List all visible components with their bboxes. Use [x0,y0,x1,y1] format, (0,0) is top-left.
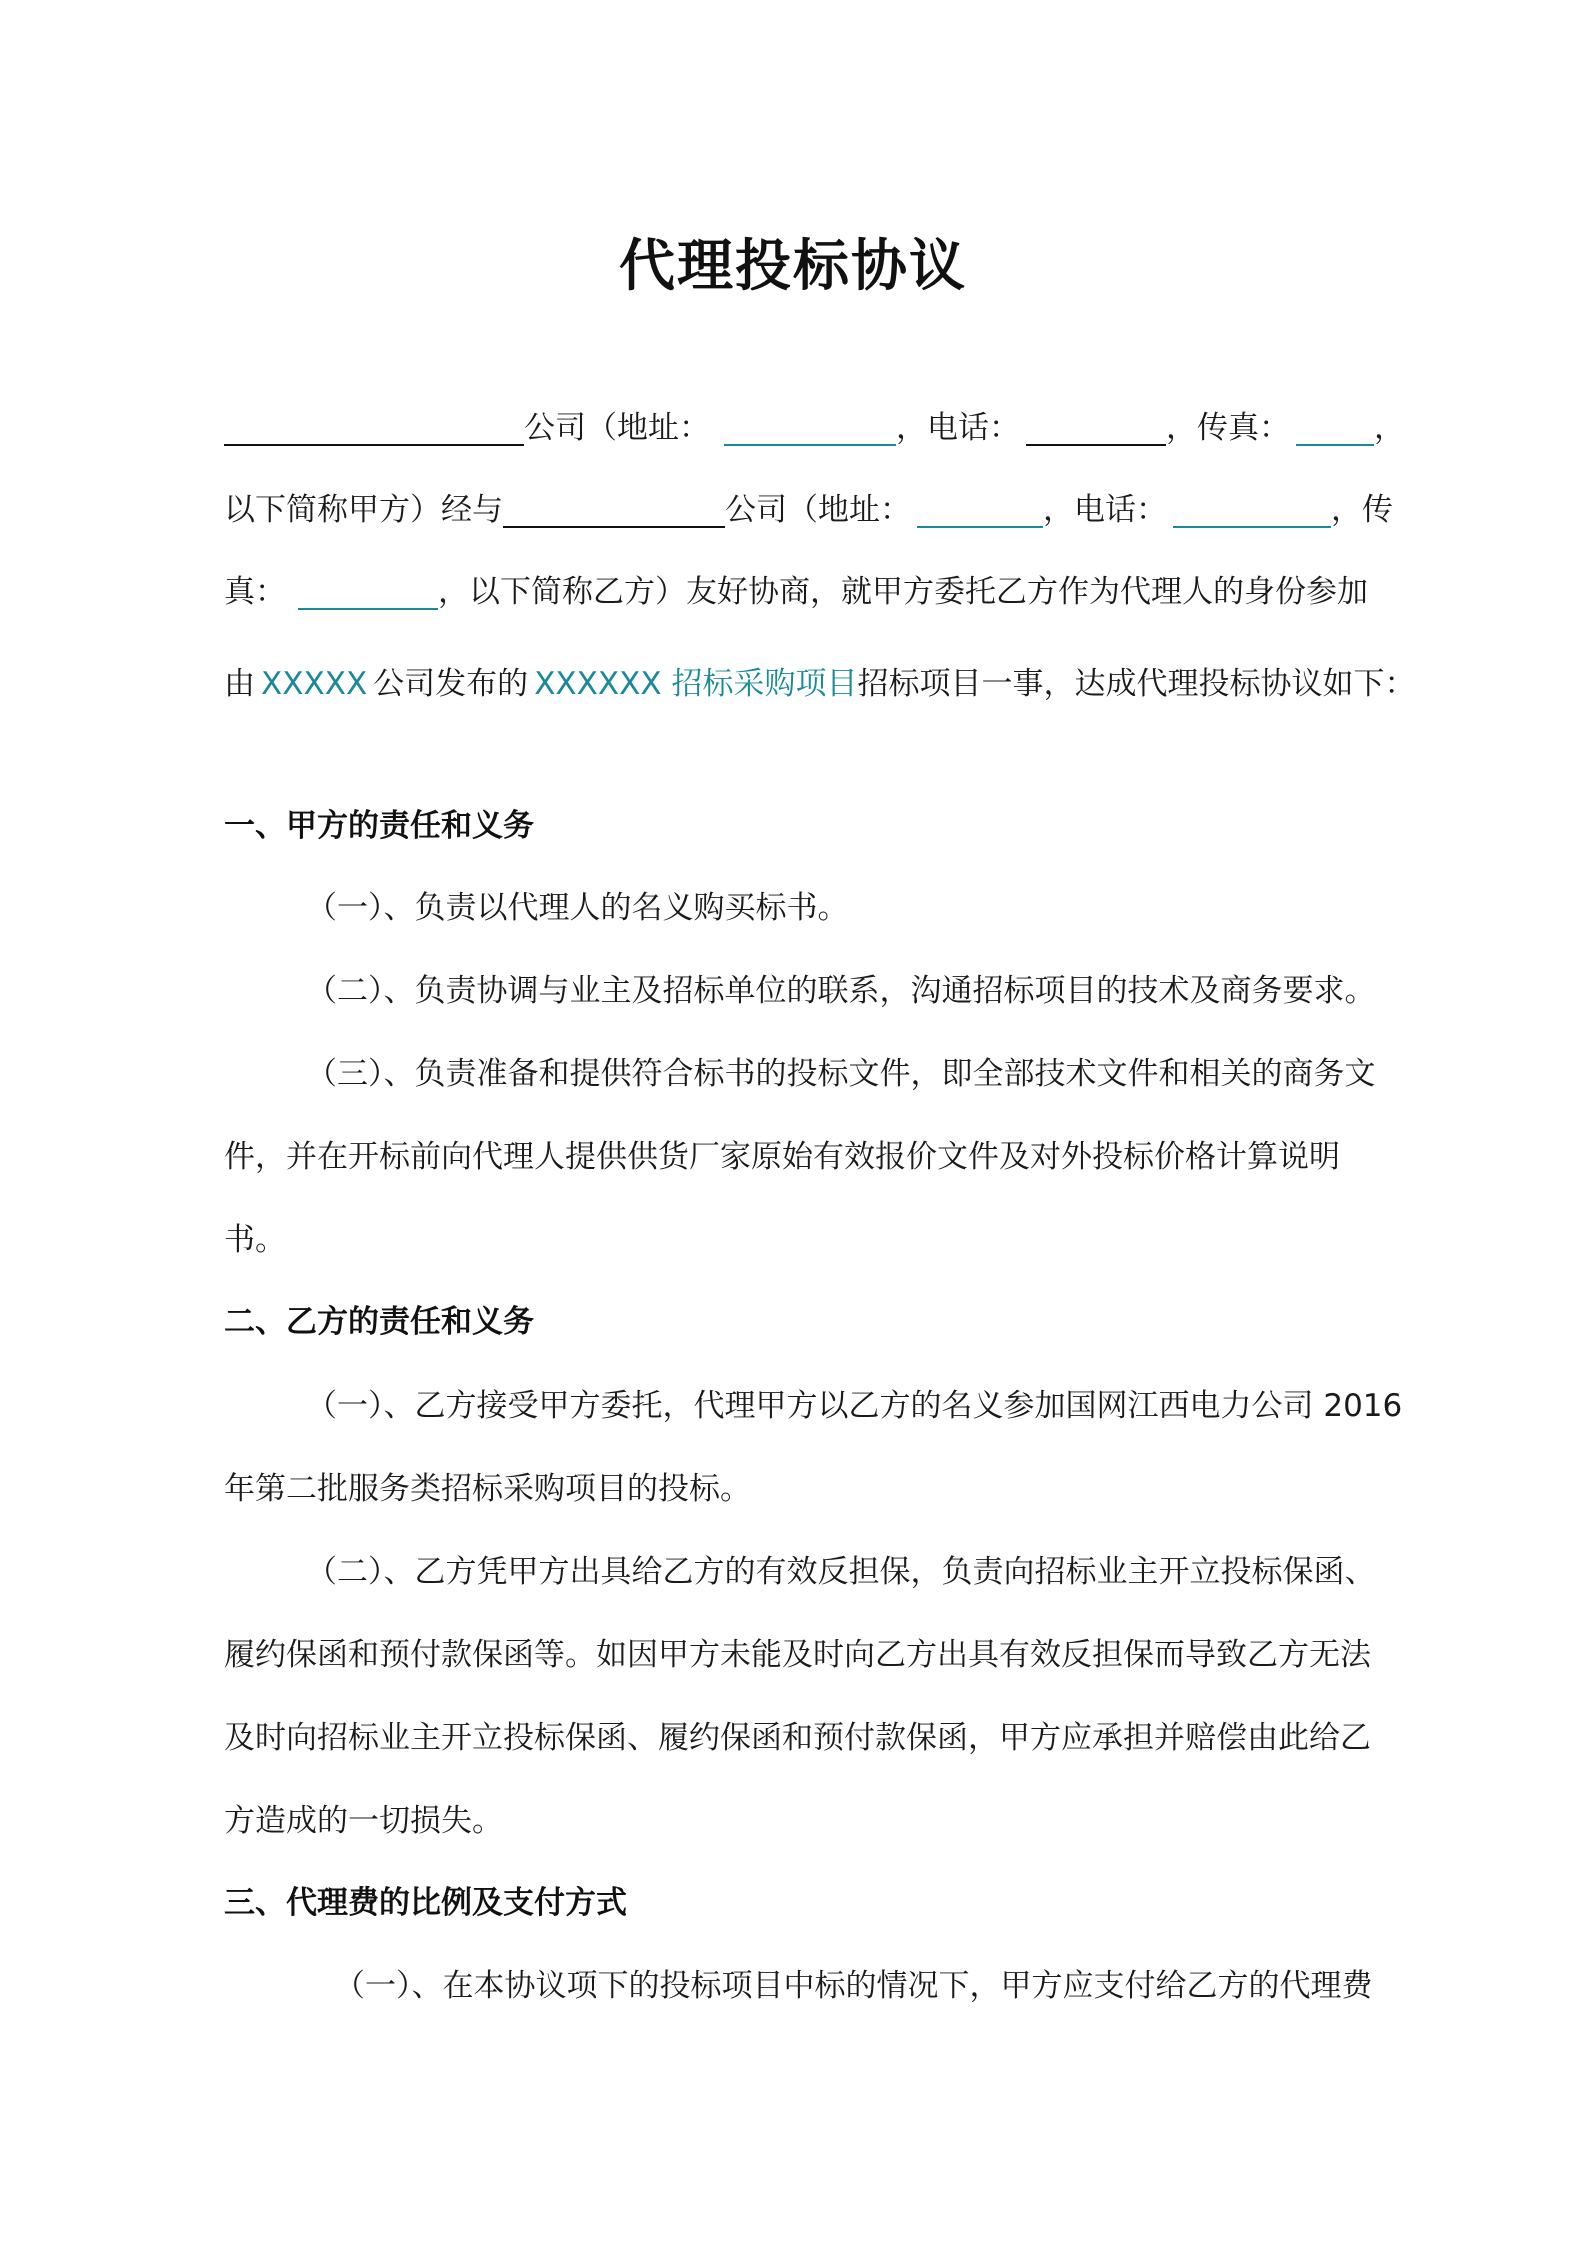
phone-a-blank[interactable] [1026,408,1166,446]
section-1-item-1: （一）、负责以代理人的名义购买标书。 [306,890,849,926]
fax-b-blank[interactable] [298,572,438,610]
intro-company-b-label: 公司（地址： [725,492,911,528]
section-1-heading: 一、甲方的责任和义务 [224,808,534,844]
intro-line4-prefix: 由 [224,666,255,702]
document-title: 代理投标协议 [619,234,967,299]
intro-phone-b-label: ，电话： [1043,492,1167,528]
company-a-blank[interactable] [224,408,524,446]
section-2-item-2-line-1: （二）、乙方凭甲方出具给乙方的有效反担保，负责向招标业主开立投标保函、 [306,1554,1376,1590]
section-3-item-1-line-1: （一）、在本协议项下的投标项目中标的情况下，甲方应支付给乙方的代理费 [334,1968,1373,2004]
address-a-blank[interactable] [724,408,896,446]
phone-b-blank[interactable] [1173,490,1331,528]
issuer-company-placeholder: XXXXX [261,666,368,702]
intro-line4-mid: 公司发布的 [373,666,529,702]
intro-line-2 [224,486,1410,534]
section-2-item-1-line-1: （一）、乙方接受甲方委托，代理甲方以乙方的名义参加国网江西电力公司 2016 [306,1388,1403,1424]
intro-fax-label: ，传真： [1166,410,1290,446]
section-2-heading: 二、乙方的责任和义务 [224,1304,534,1340]
intro-line-1 [224,404,1410,452]
intro-fax-b-label-cont: 真： [224,574,286,610]
section-1-item-2: （二）、负责协调与业主及招标单位的联系，沟通招标项目的技术及商务要求。 [306,973,1376,1009]
section-1-item-3-line-1: （三）、负责准备和提供符合标书的投标文件，即全部技术文件和相关的商务文 [306,1056,1376,1092]
intro-line3-text: ，以下简称乙方）友好协商，就甲方委托乙方作为代理人的身份参加 [438,574,1368,610]
intro-fax-b-label: ，传 [1331,492,1393,528]
company-b-blank[interactable] [503,490,725,528]
intro-line-3 [224,568,1410,616]
section-2-item-2-line-4: 方造成的一切损失。 [224,1803,503,1839]
intro-company-label: 公司（地址： [524,410,710,446]
section-3-heading: 三、代理费的比例及支付方式 [224,1885,627,1921]
intro-party-a-label: 以下简称甲方）经与 [224,492,503,528]
project-name-placeholder: XXXXXX 招标采购项目 [534,666,858,702]
fax-a-blank[interactable] [1296,408,1374,446]
intro-line4-end: 招标项目一事，达成代理投标协议如下： [857,666,1416,702]
intro-line1-end: ， [1374,410,1405,446]
section-1-item-3-line-2: 件，并在开标前向代理人提供供货厂家原始有效报价文件及对外投标价格计算说明 [224,1139,1340,1175]
section-2-item-2-line-2: 履约保函和预付款保函等。如因甲方未能及时向乙方出具有效反担保而导致乙方无法 [224,1637,1371,1673]
section-1-item-3-line-3: 书。 [224,1222,286,1258]
intro-line-4 [224,660,1416,708]
address-b-blank[interactable] [917,490,1043,528]
section-2-item-2-line-3: 及时向招标业主开立投标保函、履约保函和预付款保函，甲方应承担并赔偿由此给乙 [224,1720,1371,1756]
section-2-item-1-line-2: 年第二批服务类招标采购项目的投标。 [224,1471,751,1507]
intro-phone-label: ，电话： [896,410,1020,446]
